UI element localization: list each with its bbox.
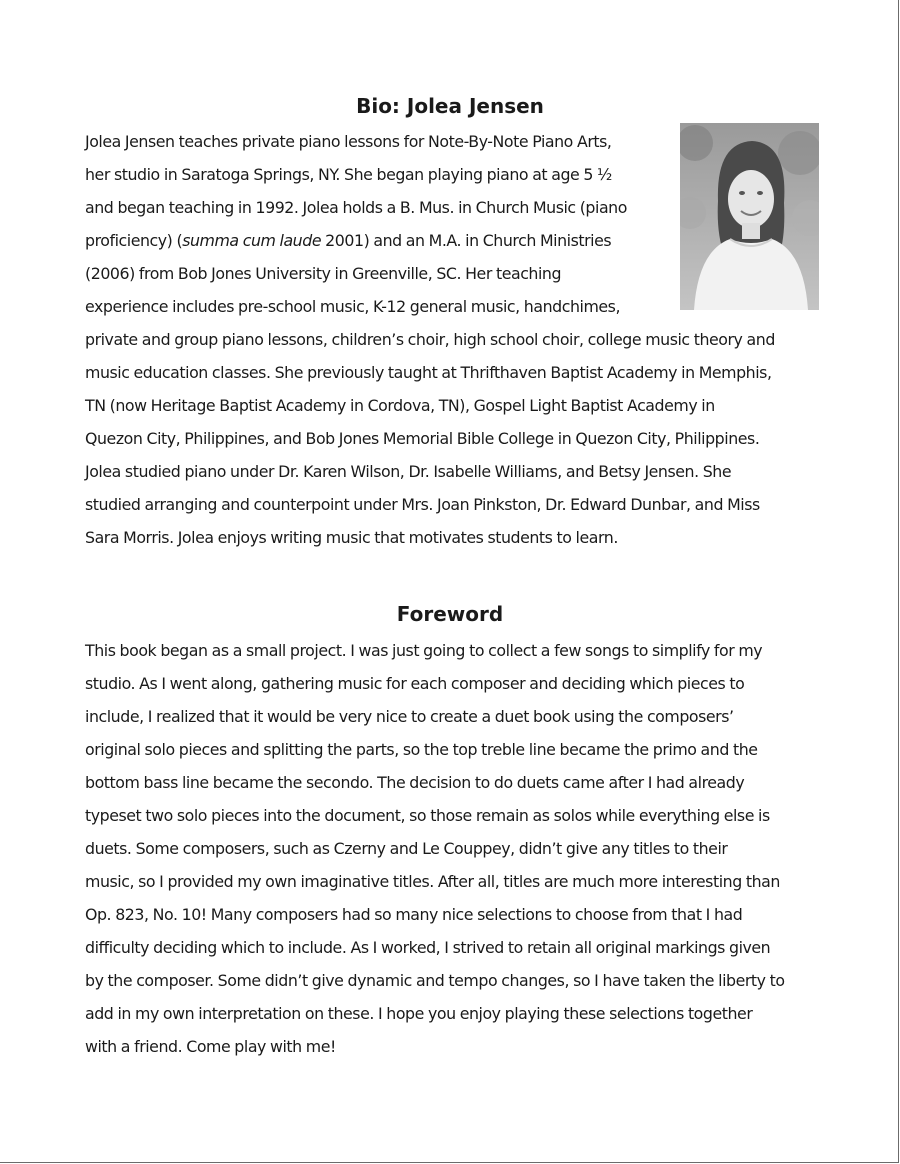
bio-line: Quezon City, Philippines, and Bob Jones Memorial Bible College in Quezon City, Philippines. xyxy=(85,429,760,448)
bio-line: TN (now Heritage Baptist Academy in Cordova, TN), Gospel Light Baptist Academy in xyxy=(85,396,715,415)
bio-heading: Bio: Jolea Jensen xyxy=(356,94,544,118)
bio-line: and began teaching in 1992. Jolea holds a B. Mus. in Church Music (piano xyxy=(85,198,627,217)
foreword-line: studio. As I went along, gathering music for each composer and deciding which pieces to xyxy=(85,674,745,693)
bio-line: studied arranging and counterpoint under Mrs. Joan Pinkston, Dr. Edward Dunbar, and Miss xyxy=(85,495,760,514)
bio-paragraph xyxy=(85,125,815,554)
bio-line: experience includes pre-school music, K-12 general music, handchimes, xyxy=(85,297,621,316)
foreword-line: with a friend. Come play with me! xyxy=(85,1037,336,1056)
foreword-line: typeset two solo pieces into the document, so those remain as solos while everything else is xyxy=(85,806,770,825)
foreword-line: Op. 823, No. 10! Many composers had so many nice selections to choose from that I had xyxy=(85,905,743,924)
foreword-line: bottom bass line became the secondo. The decision to do duets came after I had already xyxy=(85,773,745,792)
bio-line: private and group piano lessons, children’s choir, high school choir, college music theory and xyxy=(85,330,775,349)
foreword-line: music, so I provided my own imaginative titles. After all, titles are much more interesting than xyxy=(85,872,780,891)
bio-line: Jolea Jensen teaches private piano lessons for Note-By-Note Piano Arts, xyxy=(85,132,612,151)
foreword-line: difficulty deciding which to include. As I worked, I strived to retain all original markings given xyxy=(85,938,771,957)
summa-cum-laude-italic: summa cum laude xyxy=(182,231,322,250)
bio-line: Sara Morris. Jolea enjoys writing music that motivates students to learn. xyxy=(85,528,618,547)
bio-line-start: proficiency) ( xyxy=(85,231,183,250)
foreword-line: This book began as a small project. I was just going to collect a few songs to simplify for my xyxy=(85,641,763,660)
foreword-paragraph xyxy=(85,634,825,1063)
bio-line: music education classes. She previously taught at Thrifthaven Baptist Academy in Memphis, xyxy=(85,363,772,382)
foreword-line: add in my own interpretation on these. I hope you enjoy playing these selections together xyxy=(85,1004,753,1023)
bio-line: (2006) from Bob Jones University in Greenville, SC. Her teaching xyxy=(85,264,562,283)
foreword-line: duets. Some composers, such as Czerny and Le Couppey, didn’t give any titles to their xyxy=(85,839,728,858)
foreword-line: by the composer. Some didn’t give dynamic and tempo changes, so I have taken the liberty to xyxy=(85,971,785,990)
foreword-line: include, I realized that it would be very nice to create a duet book using the composers’ xyxy=(85,707,734,726)
bio-line: her studio in Saratoga Springs, NY. She began playing piano at age 5 ½ xyxy=(85,165,612,184)
bio-line-rest: 2001) and an M.A. in Church Ministries xyxy=(321,231,612,250)
bio-line xyxy=(85,224,815,257)
bio-line: Jolea studied piano under Dr. Karen Wilson, Dr. Isabelle Williams, and Betsy Jensen. She xyxy=(85,462,732,481)
foreword-heading: Foreword xyxy=(396,602,504,626)
foreword-line: original solo pieces and splitting the parts, so the top treble line became the primo and the xyxy=(85,740,758,759)
